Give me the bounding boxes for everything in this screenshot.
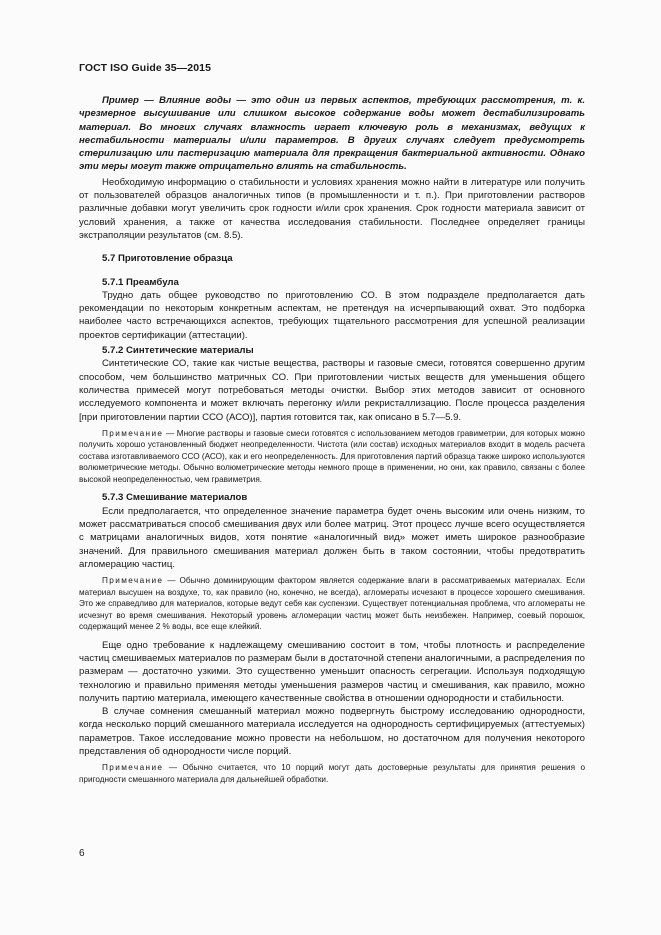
section-5-7-3-note-2: [79, 762, 585, 785]
section-5-7-3-text: Если предполагается, что определенное значение параметра будет очень высоким или очень низким, то может рассматриваться способ смешивания двух или более матриц. Этот процесс лучше всего осуществляется с матрицами аналогичных видов, хотя понятие «аналогичный вид» может иметь широкое разнообразие значений. Для правильного смешивания материал должен быть в таком состоянии, чтобы предотвратить агломерацию частиц.: [79, 505, 585, 570]
note-label: Примечание: [102, 763, 164, 773]
note-text: — Многие растворы и газовые смеси готовятся с использованием методов гравиметрии, для которых можно получить хорошо установленный бюджет неопределенности. Чистота (или состав) исходных материалов входит в модель расчета состава изготавливаемого ССО (АСО), как и его неопределенность. Для приготовления партий образца также широко используются волюметрические методы. Обычно волюметрические методы немного проще в применении, но они, как правило, связаны с более высокой неопределенностью, чем гравиметрия.: [79, 428, 585, 484]
section-5-7-3-heading: 5.7.3 Смешивание материалов: [102, 492, 248, 504]
stability-paragraph: Необходимую информацию о стабильности и условиях хранения можно найти в литературе или получить от пользователей образцов аналогичных типов (в промышленности и т. п.). При приготовлении растворов различные добавки могут увеличить срок годности и/или срок хранения. Срок годности материала зависит от условий хранения, а также от качества исследования стабильности. Последнее определяет границы экстраполяции результатов (см. 8.5).: [79, 176, 585, 241]
note-label: Примечание: [102, 576, 164, 586]
section-5-7-3-text-3: В случае сомнения смешанный материал можно подвергнуть быстрому исследованию однородности, когда несколько порций смешанного материала исследуется на однородность сертифицируемых (аттестуемых) параметров. Такое исследование можно провести на небольшом, но достаточном для получения некоторого представления об однородности числе порций.: [79, 706, 585, 757]
note-text: — Обычно считается, что 10 порций могут дать достоверные результаты для принятия решения о пригодности смешанного материала для дальнейшей обработки.: [79, 763, 585, 784]
document-body: [79, 94, 585, 791]
section-5-7-2-note: [79, 428, 585, 486]
section-5-7-1-text: Трудно дать общее руководство по приготовлению СО. В этом подразделе предполагается дать рекомендации по некоторым конкретным аспектам, не претендуя на исчерпывающий охват. Это подборка наиболее часто встречающихся аспектов, требующих тщательного рассмотрения для успешной реализации проектов сертификации (аттестации).: [79, 289, 585, 341]
section-5-7-1-heading: 5.7.1 Преамбула: [102, 276, 179, 288]
document-header: ГОСТ ISO Guide 35—2015: [79, 62, 212, 74]
note-label: Примечание: [102, 428, 164, 438]
section-5-7-3-note-1: [79, 575, 585, 633]
section-5-7-3-text-2: Еще одно требование к надлежащему смешиванию состоит в том, чтобы плотность и распределение частиц смешиваемых материалов по размерам были в достаточной степени аналогичными, а распределения по размерам — достаточно узкими. Это существенно уменьшит опасность сегрегации. Используя подходящую технологию и правильно применяя методы уменьшения размеров частиц и смешивания, как правило, можно получить партию материала, имеющего качественные свойства в отношении однородности и стабильности.: [79, 639, 585, 704]
section-5-7-heading: 5.7 Приготовление образца: [102, 253, 233, 265]
note-text: — Обычно доминирующим фактором является содержание влаги в рассматриваемых материалах. Если материал высушен на воздухе, то, как правило (но, конечно, не всегда), агломераты исчезают в процессе хорошего смешивания. Это же справедливо для материалов, которые ведут себя как суспензии. Существует потенциальная проблема, что агломераты не исчезнут во время смешивания. Некоторый уровень агломерации частиц может быть неизбежен. Например, соевый порошок, содержащий менее 2 % воды, все еще клейкий.: [79, 576, 585, 632]
page-number: 6: [79, 848, 85, 859]
section-5-7-2-text: Синтетические СО, такие как чистые вещества, растворы и газовые смеси, готовятся совершенно другим способом, чем большинство матричных СО. При приготовлении чистых веществ для уменьшения общего количества примесей могут потребоваться методы очистки. Выбор этих методов зависит от основного исследуемого компонента и может включать перегонку и/или рекристаллизацию. После процесса разделения [при приготовлении партии ССО (АСО)], партия готовится так, как описано в 5.7—5.9.: [79, 358, 585, 423]
section-5-7-2-heading: 5.7.2 Синтетические материалы: [102, 345, 254, 357]
example-paragraph: Пример — Влияние воды — это один из первых аспектов, требующих рассмотрения, т. к. чрезмерное высушивание или слишком высокое содержание воды может дестабилизировать материал. Во многих случаях влажность играет ключевую роль в механизмах, ведущих к нестабильности материалы и/или параметров. В других случаях следует предусмотреть стерилизацию или пастеризацию материала для прекращения бактериальной активности. Однако эти меры могут также отрицательно влиять на стабильность.: [79, 95, 585, 173]
